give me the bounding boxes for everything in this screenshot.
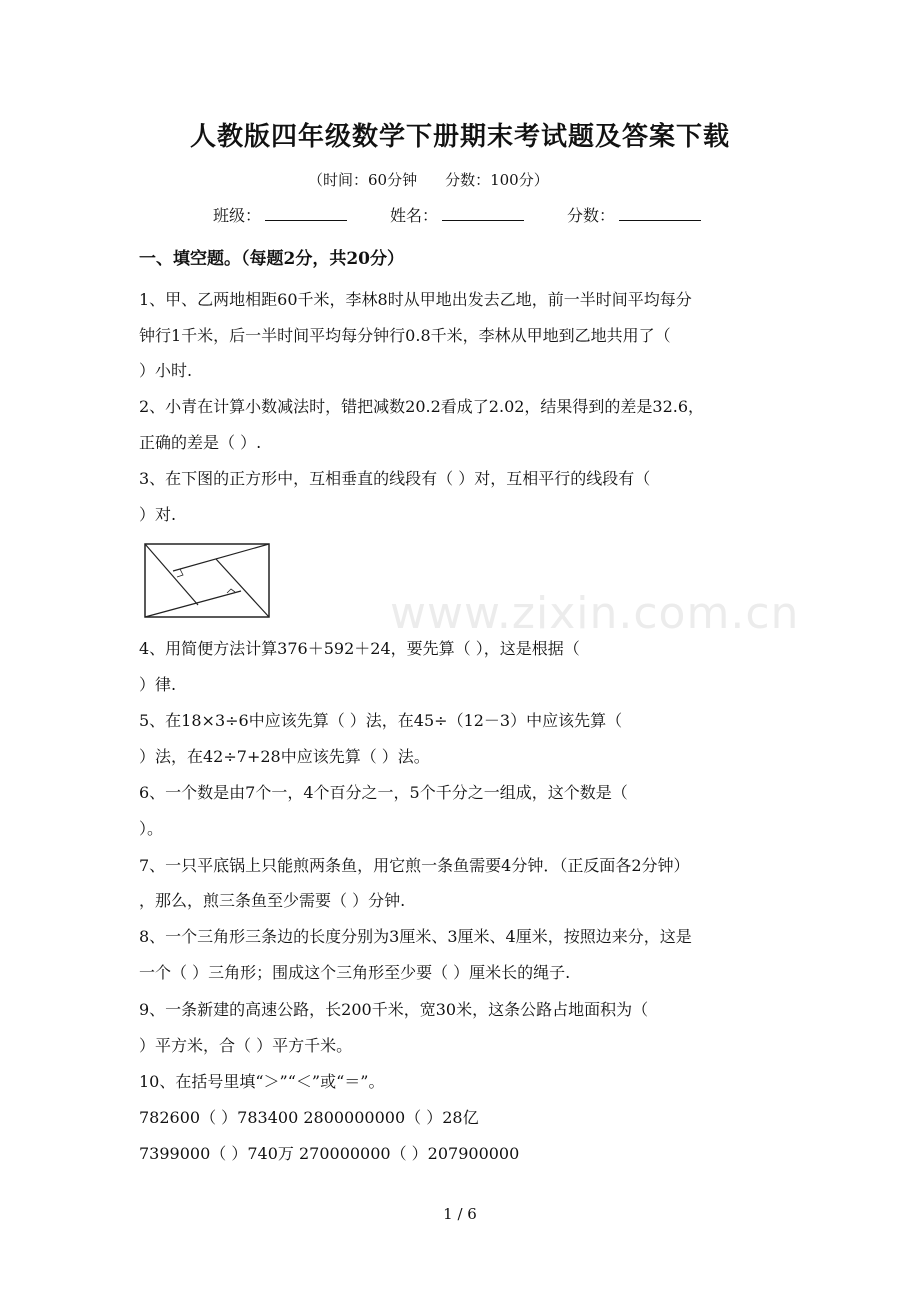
question-line: 一个（ ）三角形；围成这个三角形至少要（ ）厘米长的绳子.: [139, 963, 571, 982]
question-line: ，那么，煎三条鱼至少需要（ ）分钟.: [139, 891, 406, 910]
question-line: 4、用简便方法计算376＋592＋24，要先算（ ），这是根据（: [139, 639, 580, 658]
diagonal-segment: [145, 544, 198, 605]
name-blank: [442, 206, 524, 221]
question-line: 10、在括号里填“＞”“＜”或“＝”。: [139, 1072, 385, 1091]
name-label: 姓名：: [390, 206, 439, 225]
question-line: 782600（ ）783400 2800000000（ ）28亿: [139, 1108, 479, 1127]
square-diagram: [143, 541, 273, 621]
score-label: 分数：: [567, 206, 616, 225]
question-line: 3、在下图的正方形中，互相垂直的线段有（ ）对，互相平行的线段有（: [139, 469, 651, 488]
time-info: （时间：60分钟: [308, 171, 418, 189]
diagonal-segment: [173, 544, 269, 571]
question-line: 7、一只平底锅上只能煎两条鱼，用它煎一条鱼需要4分钟．（正反面各2分钟）: [139, 856, 690, 875]
exam-subtitle: [308, 169, 577, 190]
page-number: 1 / 6: [443, 1205, 477, 1223]
question-line: ）小时.: [139, 361, 193, 380]
question-line: 5、在18×3÷6中应该先算（ ）法，在45÷（12－3）中应该先算（: [139, 711, 623, 730]
question-line: ）。: [139, 819, 164, 838]
question-line: 8、一个三角形三条边的长度分别为3厘米、3厘米、4厘米，按照边来分，这是: [139, 927, 692, 946]
score-field: [567, 203, 701, 226]
diagonal-segment: [216, 559, 269, 617]
question-line: ）对.: [139, 505, 177, 524]
total-score-info: 分数：100分）: [445, 171, 549, 189]
class-label: 班级：: [213, 206, 262, 225]
question-line: 1、甲、乙两地相距60千米，李林8时从甲地出发去乙地，前一半时间平均每分: [139, 290, 692, 309]
question-line: 6、一个数是由7个一，4个百分之一，5个千分之一组成，这个数是（: [139, 783, 628, 802]
watermark: www.zixin.com.cn: [390, 588, 800, 639]
question-line: ）平方米，合（ ）平方千米。: [139, 1036, 353, 1055]
question-line: ）法，在42÷7+28中应该先算（ ）法。: [139, 747, 430, 766]
question-line: 钟行1千米，后一半时间平均每分钟行0.8千米，李林从甲地到乙地共用了（: [139, 326, 671, 345]
question-line: 2、小青在计算小数减法时，错把减数20.2看成了2.02，结果得到的差是32.6，: [139, 397, 705, 416]
question-line: ）律.: [139, 675, 177, 694]
question-line: 正确的差是（ ）.: [139, 433, 262, 452]
outer-rectangle: [145, 544, 269, 617]
question-line: 7399000（ ）740万 270000000（ ）207900000: [139, 1144, 520, 1163]
diagonal-segment: [145, 591, 241, 617]
class-field: [213, 203, 347, 226]
question-line: 9、一条新建的高速公路，长200千米，宽30米，这条公路占地面积为（: [139, 1000, 649, 1019]
class-blank: [265, 206, 347, 221]
page-title: 人教版四年级数学下册期末考试题及答案下载: [189, 122, 730, 152]
score-blank: [619, 206, 701, 221]
section-heading: 一、填空题。（每题2分，共20分）: [139, 249, 404, 269]
name-field: [390, 203, 524, 226]
